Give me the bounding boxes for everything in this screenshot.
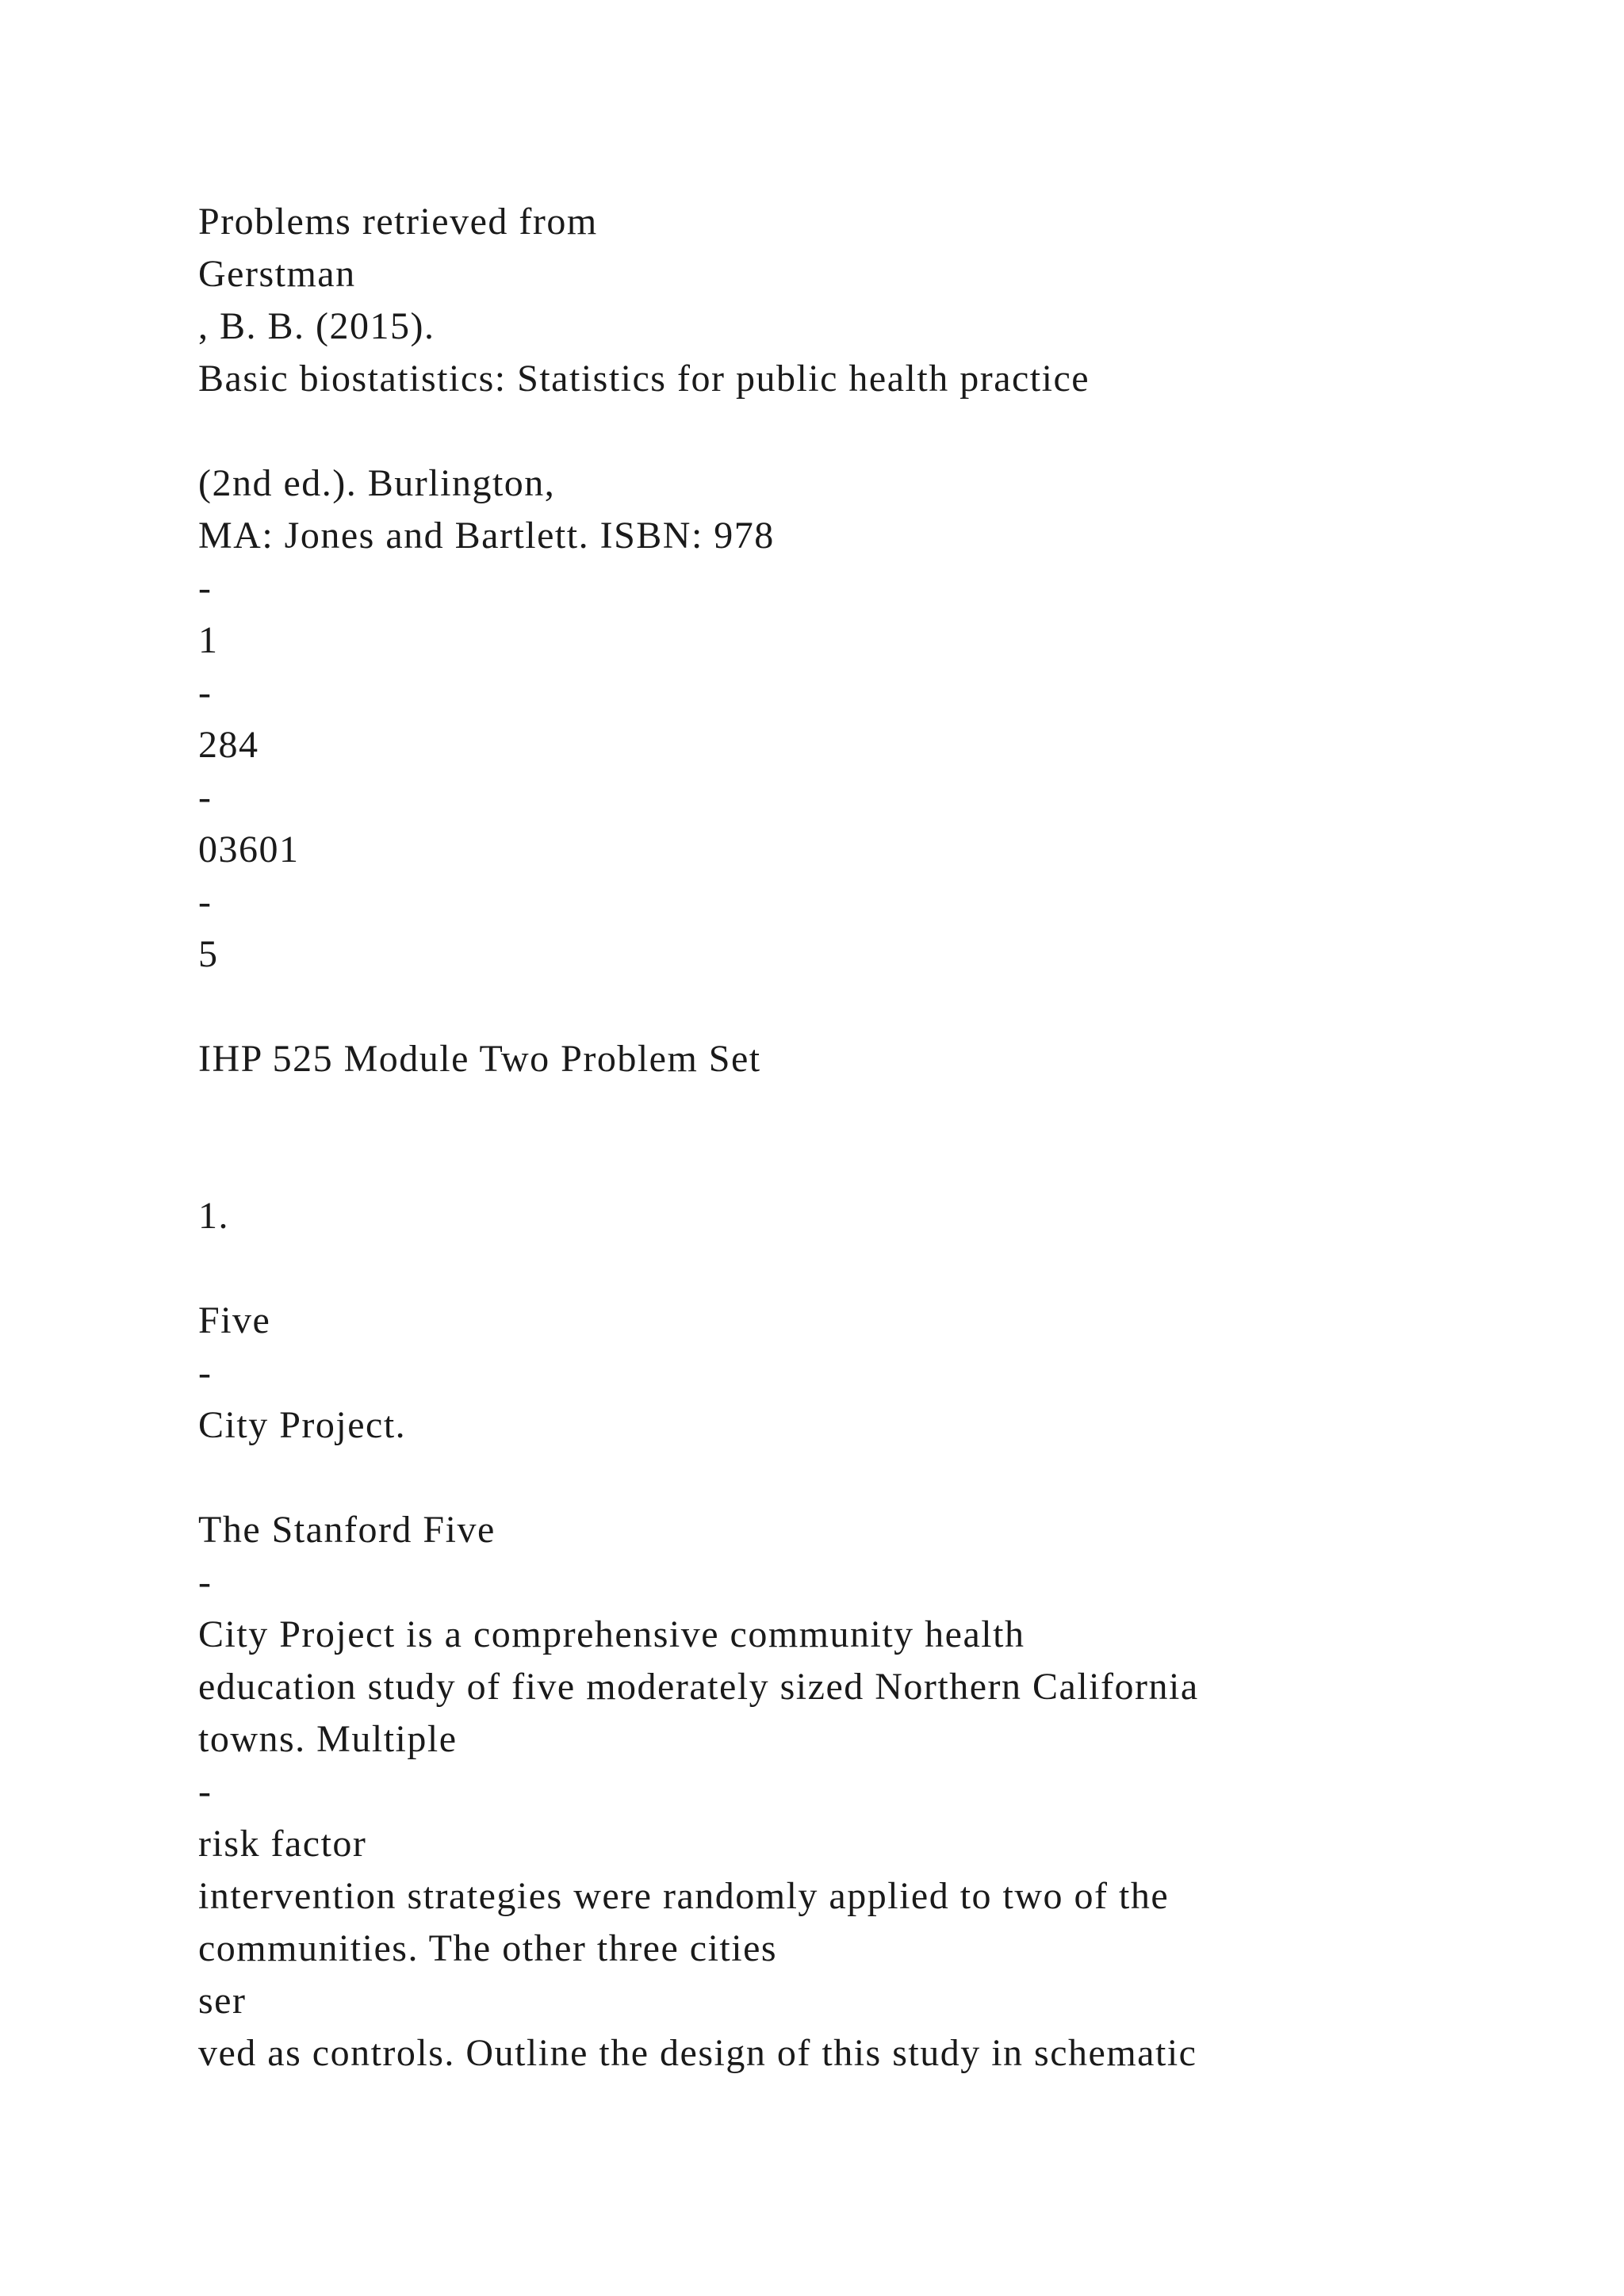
isbn-part: 5 bbox=[198, 933, 219, 975]
problem-body-line: risk factor bbox=[198, 1823, 367, 1865]
citation-line-6: MA: Jones and Bartlett. ISBN: 978 bbox=[198, 515, 775, 557]
isbn-part: - bbox=[198, 672, 213, 714]
problem-set-title: IHP 525 Module Two Problem Set bbox=[198, 1038, 761, 1080]
citation-line-4: Basic biostatistics: Statistics for public health practice bbox=[198, 358, 1090, 400]
isbn-part: 284 bbox=[198, 724, 259, 766]
problem-body-line: - bbox=[198, 1770, 213, 1812]
problem-heading-part: City Project. bbox=[198, 1404, 407, 1446]
isbn-part: - bbox=[198, 881, 213, 923]
problem-body-line: communities. The other three cities bbox=[198, 1927, 778, 1969]
isbn-part: 1 bbox=[198, 619, 219, 661]
problem-heading-part: - bbox=[198, 1352, 213, 1394]
isbn-part: 03601 bbox=[198, 828, 300, 871]
problem-body-line: ved as controls. Outline the design of this study in schematic bbox=[198, 2032, 1197, 2074]
problem-body-line: The Stanford Five bbox=[198, 1509, 496, 1551]
problem-body-line: education study of five moderately sized Northern California bbox=[198, 1666, 1199, 1708]
problem-body-line: intervention strategies were randomly applied to two of the bbox=[198, 1875, 1170, 1917]
problem-body-line: ser bbox=[198, 1980, 247, 2022]
citation-line-5: (2nd ed.). Burlington, bbox=[198, 462, 556, 504]
problem-heading-part: Five bbox=[198, 1299, 271, 1341]
citation-line-1: Problems retrieved from bbox=[198, 201, 598, 243]
citation-line-2: Gerstman bbox=[198, 253, 356, 295]
problem-body-line: - bbox=[198, 1561, 213, 1603]
problem-body-line: City Project is a comprehensive community health bbox=[198, 1613, 1025, 1655]
citation-line-3: , B. B. (2015). bbox=[198, 305, 435, 347]
problem-number: 1. bbox=[198, 1195, 229, 1237]
isbn-part: - bbox=[198, 567, 213, 609]
problem-body-line: towns. Multiple bbox=[198, 1718, 458, 1760]
isbn-part: - bbox=[198, 776, 213, 818]
